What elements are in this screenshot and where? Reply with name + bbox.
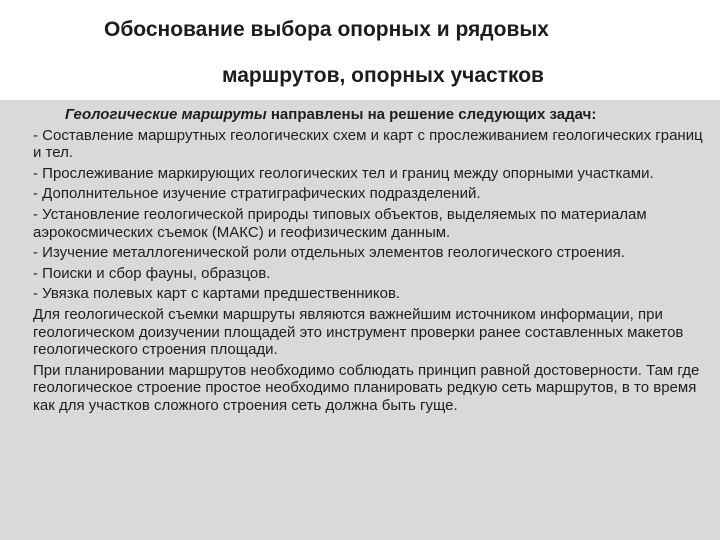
task-item-5: - Изучение металлогенической роли отдельных элементов геологического строения. [33,244,625,262]
planning-paragraph: При планировании маршрутов необходимо соблюдать принцип равной достоверности. Там где геологическое строение простое необходимо планировать редкую сеть маршрутов, в то время как для участков сложного строения сеть должна быть гуще. [33,361,700,414]
task-item-1: - Составление маршрутных геологических схем и карт с прослеживанием геологических границ и тел. [33,126,703,162]
slide-title-line-2: маршрутов, опорных участков [222,64,544,87]
intro-paragraph [33,106,715,124]
survey-paragraph: Для геологической съемки маршруты являются важнейшим источником информации, при геологическом доизучении площадей это инструмент проверки ранее составленных макетов геологического строения площади. [33,305,684,359]
task-item-4: - Установление геологической природы типовых объектов, выделяемых по материалам аэрокосмических съемок (МАКС) и геофизическим данным. [33,205,647,241]
task-item-3: - Дополнительное изучение стратиграфических подразделений. [33,185,481,203]
task-item-6: - Поиски и сбор фауны, образцов. [33,264,271,282]
title-area [0,0,720,100]
task-item-7: - Увязка полевых карт с картами предшественников. [33,285,401,303]
task-item-2: - Прослеживание маркирующих геологических тел и границ между опорными участками. [33,164,654,182]
intro-rest-text: направлены на решение следующих задач: [266,106,597,123]
slide-title-line-1: Обоснование выбора опорных и рядовых [104,18,549,41]
body-text [33,106,715,418]
intro-italic-text: Геологические маршруты [65,106,267,123]
